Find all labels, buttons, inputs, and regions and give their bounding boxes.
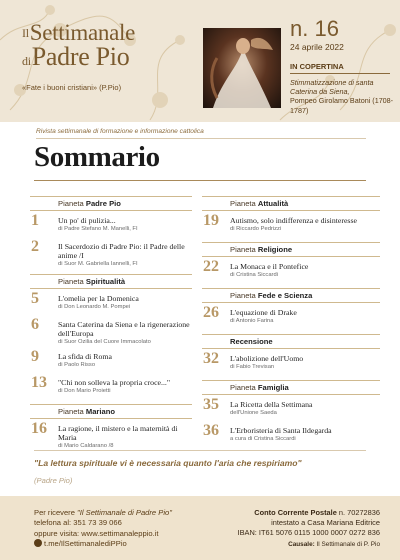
article-author: di Paolo Risso [58,362,96,368]
footer [0,496,400,560]
page-number: 9 [31,348,39,365]
section-prefix: Pianeta [230,291,258,300]
article-title: La sfida di Roma [58,352,112,361]
cover-rule [290,73,390,74]
section-prefix: Pianeta [58,277,86,286]
page-number: 19 [203,212,219,229]
article-author: di Padre Stefano M. Manelli, FI [58,226,138,232]
cover-title: Stimmatizzazione di santa Caterina da Siena, [290,78,374,97]
article-title: L'abolizione dell'Uomo [230,354,304,363]
page-number: 2 [31,238,39,255]
cover-label: IN COPERTINA [290,62,344,71]
causale: Il Settimanale di P. Pio [314,540,380,548]
section-name: Mariano [85,407,115,416]
article-title: La Monaca e il Pontefice [230,262,309,271]
article-author: di Cristina Siccardi [230,272,278,278]
tagline: Rivista settimanale di formazione e informazione cattolica [36,128,204,135]
page-number: 13 [31,374,47,391]
section-header [30,404,192,419]
motto: «Fate i buoni cristiani» (P.Pio) [22,83,122,92]
article-title: Un po' di pulizia... [58,216,116,225]
section-name: Famiglia [257,383,289,392]
section-name: Spiritualità [85,277,126,286]
article-title: Il Sacerdozio di Padre Pio: il Padre delle anime /I [58,242,185,260]
article-title: L'equazione di Drake [230,308,297,317]
issue-number: n. 16 [290,16,339,41]
divider [34,180,366,181]
section-prefix: Pianeta [58,199,86,208]
page-number: 22 [203,258,219,275]
section-name: Religione [257,245,293,254]
toc-entry[interactable] [30,212,192,236]
article-author: di Fabio Trevisan [230,364,275,370]
section-header [30,196,192,211]
page-number: 16 [31,420,47,437]
article-title: La ragione, il mistero e la maternità di Maria [58,424,178,442]
section-name: Padre Pio [85,199,121,208]
page-number: 5 [31,290,39,307]
masthead-il: Il [22,26,29,40]
article-author: di Antonio Farina [230,318,274,324]
article-author: di Don Leonardo M. Pompei [58,304,131,310]
article-title: Autismo, solo indifferenza e disinteresse [230,216,357,225]
section-name: Attualità [257,199,289,208]
page-number: 26 [203,304,219,321]
receive-title: "Il Settimanale di Padre Pio" [77,508,172,517]
iban: IBAN: IT61 5076 0115 1000 0007 0272 836 [237,528,380,538]
cover-painting [203,28,281,108]
toc-entry[interactable] [30,420,192,450]
toc-entry[interactable] [30,316,192,346]
quote-text: "La lettura spirituale vi è necessaria quanto l'aria che respiriamo" [34,458,302,468]
payment-info [238,508,380,550]
toc-entry[interactable] [202,422,380,446]
article-title: "Chi non solleva la propria croce..." [58,378,171,387]
article-author: di Don Mario Proietti [58,388,111,394]
section-header [30,274,192,289]
article-title: Santa Caterina da Siena e la rigenerazione dell'Europa [58,320,190,338]
issue-info [290,18,395,115]
toc-entry[interactable] [30,290,192,314]
subscription-info [34,508,172,550]
section-header: Recensione [202,334,380,349]
page-number: 1 [31,212,39,229]
section-header [202,196,380,211]
toc-entry[interactable] [202,212,380,236]
telegram-icon [34,539,42,547]
page-number: 32 [203,350,219,367]
toc-entry[interactable] [30,348,192,372]
toc-entry[interactable] [202,258,380,282]
causale-label: Causale: [288,540,315,548]
section-prefix: Pianeta [230,383,258,392]
article-title: L'Erboristeria di Santa Ildegarda [230,426,332,435]
section-prefix: Pianeta [230,199,258,208]
article-author: di Suor Ozilia del Cuore Immacolato [58,339,151,345]
account-label: Conto Corrente Postale [254,508,337,517]
account-holder: intestato a Casa Mariana Editrice [271,518,380,528]
masthead [22,22,197,92]
article-title: La Ricetta della Settimana [230,400,313,409]
article-author: dell'Unione Saeda [230,410,277,416]
section-header [202,380,380,395]
toc-entry[interactable] [202,304,380,328]
account-number: n. 70272836 [336,508,380,517]
telegram-link[interactable]: t.me/IlSettimanalediPPio [44,539,127,549]
article-author: di Mario Caldarano /8 [58,443,114,449]
receive-prefix: Per ricevere [34,508,78,517]
header-banner [0,0,400,122]
phone-text: telefona al: 351 73 39 066 [34,518,122,528]
masthead-padre-pio: Padre Pio [31,42,130,71]
toc-entry[interactable] [202,396,380,420]
toc-entry[interactable] [30,238,192,268]
article-title: L'omelia per la Domenica [58,294,139,303]
issue-date: 24 aprile 2022 [290,42,344,52]
page-number: 6 [31,316,39,333]
article-author: di Suor M. Gabriella Iannelli, FI [58,261,138,267]
masthead-settimanale: Settimanale [29,20,136,45]
cover-author: Pompeo Girolamo Batoni (1708-1787) [290,96,394,115]
toc-left-column [30,196,192,456]
page-title: Sommario [34,141,160,173]
divider [34,450,366,451]
website-link[interactable]: oppure visita: www.settimanaleppio.it [34,528,159,538]
page-number: 35 [203,396,219,413]
section-header [202,288,380,303]
section-header [202,242,380,257]
divider [36,138,366,139]
toc-right-column [202,196,380,452]
article-author: di Riccardo Pedrizzi [230,226,282,232]
toc-entry[interactable] [30,374,192,398]
article-author: a cura di Cristina Siccardi [230,436,296,442]
masthead-di: di [22,54,31,68]
section-name: Fede e Scienza [257,291,313,300]
section-prefix: Pianeta [58,407,86,416]
quote-source: (Padre Pio) [34,476,73,485]
toc-entry[interactable] [202,350,380,374]
cover-description [290,78,395,115]
section-prefix: Pianeta [230,245,258,254]
page-number: 36 [203,422,219,439]
